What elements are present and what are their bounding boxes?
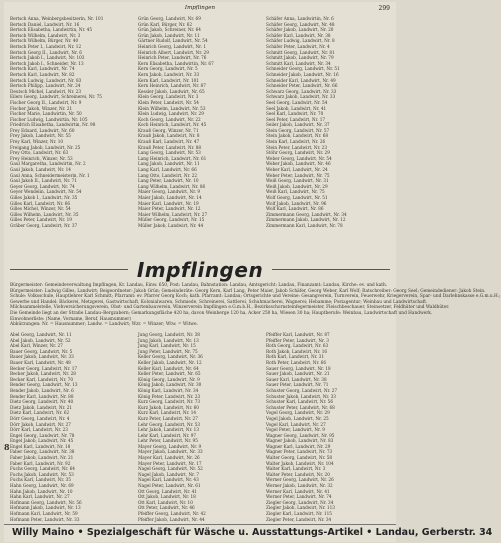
directory-entry: Zimmermann Georg, Landwirt, Nr. 34 xyxy=(266,211,347,217)
directory-entry: Roth Georg, Landwirt, Nr. 63 xyxy=(266,343,329,349)
directory-entry: Schneider Peter, Landwirt, Nr. 66 xyxy=(266,83,338,89)
directory-entry: Schuster Jakob, Landwirt, Nr. 33 xyxy=(266,393,336,399)
directory-entry: Bauer Georg, Landwirt, Nr. 5 xyxy=(10,348,73,354)
directory-entry: Bender Karl, Landwirt, Nr. 88 xyxy=(10,393,74,399)
directory-entry: Bertsch Karl, Landwirt, Nr. 74 xyxy=(10,66,75,72)
directory-entry: Hofmann Georg, Landwirt, Nr. 56 xyxy=(10,499,82,505)
directory-entry: Schuster Karl, Landwirt, Nr. 56 xyxy=(266,399,333,405)
running-header xyxy=(4,5,396,15)
directory-entry: Stein Peter, Landwirt, Nr. 23 xyxy=(266,144,327,150)
directory-entry: Grün Jakob, Schreiner, Nr. 64 xyxy=(138,27,201,33)
directory-entry: Werner Jakob, Landwirt, Nr. 32 xyxy=(266,483,333,489)
directory-entry: Maier Wilhelm, Landwirt, Nr. 27 xyxy=(138,211,208,217)
directory-entry: Schmitt Jakob, Landwirt, Nr. 79 xyxy=(266,55,334,61)
directory-entry: Schäfer Karl, Landwirt, Nr. 38 xyxy=(266,32,331,38)
directory-entry: Jung Georg, Landwirt, Nr. 38 xyxy=(138,332,200,337)
directory-entry: Deutsch Michel, Landwirt, Nr. 23 xyxy=(10,88,82,94)
directory-entry: Müller Jakob, Landwirt, Nr. 44 xyxy=(138,222,204,228)
paragraph-line: Abkürzungen: Nr. = Hausnummer; Landw. = Landwirt; Wzr. = Winzer; Wtw. = Witwe. xyxy=(10,322,198,328)
directory-entry: Frey Eduard, Landwirt, Nr. 60 xyxy=(10,127,75,133)
directory-entry: Koch Georg, Landwirt, Nr. 22 xyxy=(138,116,201,122)
directory-entry: Ziegler Georg, Landwirt, Nr. 34 xyxy=(266,499,334,505)
directory-entry: Lang Peter, Landwirt, Nr. 10 xyxy=(138,178,199,184)
directory-entry: Lehr Jakob, Landwirt, Nr. 13 xyxy=(138,427,199,433)
directory-entry: Zimmermann Jakob, Landwirt, Nr. 12 xyxy=(266,217,346,223)
directory-entry: Krauß Jakob, Landwirt, Nr. 8 xyxy=(138,133,200,139)
directory-entry: Kern Heinrich, Landwirt, Nr. 87 xyxy=(138,83,206,89)
directory-entry: Becker Karl, Landwirt, Nr. 70 xyxy=(10,376,73,382)
paragraph-line: Bürgermeister: Ludwig Gilles, Landwirt; Beigeordneter: Jakob Grün; Gemeinderäte: Georg Kern, Karl Lang, Peter Maier, Jakob Schäfer, Georg Weber, Karl Wolf; Ratschreiber: Georg Seel; Gemeindediener: Jakob Stein. xyxy=(10,288,486,294)
directory-entry: Wolf Karl, Landwirt, Nr. 86 xyxy=(266,206,324,212)
directory-entry: Kessler Jakob, Landwirt, Nr. 65 xyxy=(138,88,205,94)
directory-entry: Fischer Marie, Landwirtin, Nr. 50 xyxy=(10,111,82,117)
directory-entry: Bertsch Daniel, Landwirt, Nr. 16 xyxy=(10,21,80,27)
directory-entry: Lehr Georg, Landwirt, Nr. 53 xyxy=(138,421,201,427)
directory-entry: Walter Peter, Landwirt, Nr. 20 xyxy=(266,471,330,477)
directory-entry: Nagel Karl, Landwirt, Nr. 43 xyxy=(138,477,199,483)
directory-entry: Sauer Peter, Landwirt, Nr. 71 xyxy=(266,382,329,388)
directory-entry: König Jakob, Landwirt, Nr. 30 xyxy=(138,382,202,388)
directory-entry: Fischer Jakob, Winzer, Nr. 21 xyxy=(10,105,73,111)
directory-entry: Stein Jakob, Landwirt, Nr. 68 xyxy=(266,133,329,139)
directory-entry: Bertsch Jakob I., Landwirt, Nr. 103 xyxy=(10,55,85,61)
directory-entry: Jung Peter, Landwirt, Nr. 75 xyxy=(138,348,198,354)
directory-entry: Mayer Jakob, Landwirt, Nr. 33 xyxy=(138,449,203,455)
directory-entry: Gilles Karl, Landwirt, Nr. 66 xyxy=(10,200,71,206)
section-heading: Impflingen xyxy=(136,258,264,282)
directory-entry: Keller Georg, Landwirt, Nr. 36 xyxy=(138,354,203,360)
directory-entry: Schwarz Jakob, Landwirt, Nr. 33 xyxy=(266,94,336,100)
directory-entry: Lehr Karl, Landwirt, Nr. 97 xyxy=(138,432,197,438)
directory-entry: Müller Georg, Landwirt, Nr. 15 xyxy=(138,217,205,223)
directory-entry: Schäfer Ludwig, Landwirt, Nr. 8 xyxy=(266,38,335,44)
directory-entry: Weiß Georg, Landwirt, Nr. 31 xyxy=(266,178,329,184)
intro-paragraph xyxy=(10,283,501,329)
footer-ad xyxy=(4,524,493,542)
directory-entry: Geyer Wendelin, Landwirt, Nr. 54 xyxy=(10,189,82,195)
directory-entry: Schuster Peter, Landwirt, Nr. 68 xyxy=(266,404,335,410)
directory-entry: Grün Georg, Landwirt, Nr. 69 xyxy=(138,16,201,21)
directory-entry: Schneider Georg, Landwirt, Nr. 51 xyxy=(266,66,340,72)
directory-entry: Bertsch Ludwig, Landwirt, Nr. 83 xyxy=(10,77,82,83)
directory-entry: Hahn Jakob, Landwirt, Nr. 10 xyxy=(10,488,73,494)
directory-entry: Heinrich Peter, Landwirt, Nr. 76 xyxy=(138,55,207,61)
directory-entry: Freigang Jakob, Landwirt, Nr. 25 xyxy=(10,144,81,150)
directory-page xyxy=(4,2,501,541)
directory-entry: Weber Jakob, Landwirt, Nr. 46 xyxy=(266,161,331,167)
directory-entry: Hahn Georg, Landwirt, Nr. 69 xyxy=(10,483,74,489)
directory-entry: Heinrich Albert, Landwirt, Nr. 29 xyxy=(138,49,209,55)
directory-entry: Roth Karl, Landwirt, Nr. 31 xyxy=(266,354,325,360)
top-column-3 xyxy=(266,16,392,256)
directory-entry: Jung Karl, Landwirt, Nr. 15 xyxy=(138,343,196,349)
directory-entry: Kurz Karl, Landwirt, Nr. 14 xyxy=(138,410,197,416)
directory-entry: Klein Georg, Landwirt, Nr. 3 xyxy=(138,94,199,100)
directory-entry: Kurz Georg, Landwirt, Nr. 73 xyxy=(138,399,201,405)
directory-entry: Seel Jakob, Landwirt, Nr. 41 xyxy=(266,105,327,111)
directory-entry: Bertsch Elisabetha, Landwirtin, Nr. 45 xyxy=(10,27,92,33)
directory-entry: Keller Peter, Landwirt, Nr. 65 xyxy=(138,371,201,377)
directory-entry: Gilles Michel, Winzer, Nr. 54 xyxy=(10,206,71,212)
directory-entry: Lang Karl, Landwirt, Nr. 66 xyxy=(138,167,197,173)
directory-entry: Ott Peter, Landwirt, Nr. 46 xyxy=(138,505,195,511)
directory-entry: Seel Karl, Landwirt, Nr. 70 xyxy=(266,111,324,117)
directory-entry: Fischer Georg II., Landwirt, Nr. 9 xyxy=(10,99,82,105)
directory-entry: Bertsch Wilhelm, Landwirt, Nr. 3 xyxy=(10,32,81,38)
directory-entry: Bauer Jakob, Landwirt, Nr. 33 xyxy=(10,354,74,360)
directory-entry: Wolf Georg, Landwirt, Nr. 51 xyxy=(266,195,328,200)
directory-entry: Walter Georg, Landwirt, Nr. 58 xyxy=(266,455,333,461)
directory-entry: Gaul Anna, Schneidermeisterin, Nr. 1 xyxy=(10,172,90,178)
directory-entry: Maier Georg, Landwirt, Nr. 9 xyxy=(138,189,201,195)
directory-entry: Gräber Georg, Landwirt, Nr. 37 xyxy=(10,222,78,228)
directory-entry: Gilles Peter, Landwirt, Nr. 19 xyxy=(10,217,72,223)
page-number: 299 xyxy=(378,5,390,12)
directory-entry: Krauß Georg, Winzer, Nr. 71 xyxy=(138,127,199,133)
directory-entry: Krauß Karl, Landwirt, Nr. 47 xyxy=(138,139,200,145)
directory-entry: Lang Georg, Landwirt, Nr. 53 xyxy=(138,150,201,156)
directory-entry: Engel Jakob, Landwirt, Nr. 45 xyxy=(10,438,74,444)
directory-entry: Abel Karl, Winzer, Nr. 27 xyxy=(10,343,63,349)
directory-entry: Werner Peter, Landwirt, Nr. 74 xyxy=(266,494,332,500)
directory-entry: Faber Jakob, Landwirt, Nr. 21 xyxy=(10,455,74,461)
directory-entry: Maier Jakob, Landwirt, Nr. 14 xyxy=(138,195,202,200)
directory-entry: Sauer Georg, Landwirt, Nr. 18 xyxy=(266,365,331,371)
edge-mark: 8 xyxy=(4,442,10,452)
section-heading-block xyxy=(4,258,396,282)
directory-entry: Fischer Ludwig, Landwirtin, Nr. 105 xyxy=(10,116,88,122)
directory-entry: Dörr Georg, Landwirt, Nr. 4 xyxy=(10,415,70,421)
directory-entry: Bertsch Peter I., Landwirt, Nr. 12 xyxy=(10,43,82,49)
directory-entry: Bertsch Karl, Landwirt, Nr. 82 xyxy=(10,71,75,77)
directory-entry: Kern Karl, Landwirt, Nr. 101 xyxy=(138,77,199,83)
directory-entry: Walter Karl, Landwirt, Nr. 3 xyxy=(266,466,326,472)
directory-entry: Fuchs Georg, Landwirt, Nr. 64 xyxy=(10,466,75,472)
directory-entry: Ziegler Karl, Landwirt, Nr. 115 xyxy=(266,511,332,516)
directory-entry: Schuster Georg, Landwirt, Nr. 27 xyxy=(266,387,338,393)
directory-entry: Dietz Georg, Landwirt, Nr. 40 xyxy=(10,399,74,405)
directory-entry: Friedrich Elisabetha, Landwirtin, Nr. 98 xyxy=(10,122,96,128)
directory-entry: Werner Georg, Landwirt, Nr. 26 xyxy=(266,477,334,483)
directory-entry: Abel Jakob, Landwirt, Nr. 52 xyxy=(10,337,71,343)
directory-entry: Weber Georg, Landwirt, Nr. 54 xyxy=(266,155,332,161)
directory-entry: Schmitt Georg, Landwirt, Nr. 81 xyxy=(266,49,335,55)
directory-entry: Kern Georg, Landwirt, Nr. 5 xyxy=(138,66,198,72)
directory-entry: Vogel Peter, Landwirt, Nr. 9 xyxy=(266,427,325,433)
directory-entry: Weber Peter, Landwirt, Nr. 75 xyxy=(266,172,330,178)
directory-entry: Pfeiffer Peter, Landwirt, Nr. 3 xyxy=(266,337,329,343)
directory-entry: Dörr Jakob, Landwirt, Nr. 27 xyxy=(10,421,71,427)
directory-entry: Bertsch Georg II., Landwirt, Nr. 6 xyxy=(10,49,82,55)
directory-entry: Fuchs Karl, Landwirt, Nr. 35 xyxy=(10,477,71,483)
directory-entry: Bender Jakob, Landwirt, Nr. 6 xyxy=(10,387,74,393)
directory-entry: Heinrich Georg, Landwirt, Nr. 1 xyxy=(138,43,207,49)
directory-entry: Nagel Jakob, Landwirt, Nr. 7 xyxy=(138,471,200,477)
directory-entry: Wagner Karl, Landwirt, Nr. 29 xyxy=(266,443,331,449)
paragraph-line: Milchsammelstelle, Viehversicherungsverein, Obst- und Gartenbauverein, Winzerverein Impflingen e.G.m.b.H., Bezirksschornsteinfegermeister, Fleischbeschauer, Steinsetzer, Feldhüter und Waldhüter. xyxy=(10,305,450,311)
directory-entry: Schäfer Jakob, Landwirt, Nr. 20 xyxy=(266,27,334,33)
directory-entry: Ott Karl, Landwirt, Nr. 10 xyxy=(138,499,193,505)
directory-entry: Lehr Peter, Landwirt, Nr. 95 xyxy=(138,438,198,444)
directory-entry: Faber Georg, Landwirt, Nr. 38 xyxy=(10,449,75,455)
directory-entry: Wolf Jakob, Landwirt, Nr. 96 xyxy=(266,200,327,206)
directory-entry: Kern Elisabetha, Landwirtin, Nr. 67 xyxy=(138,60,214,66)
directory-entry: Ott Jakob, Landwirt, Nr. 18 xyxy=(138,494,196,500)
directory-entry: Kurz Jakob, Landwirt, Nr. 60 xyxy=(138,404,199,410)
directory-entry: Stöhr Georg, Landwirt, Nr. 29 xyxy=(266,150,330,156)
directory-entry: Grün Karl, Bürger, Nr. 62 xyxy=(138,21,193,27)
directory-entry: Engel Karl, Landwirt, Nr. 18 xyxy=(10,443,71,449)
directory-entry: Bertsch Anna, Weinbergsbesitzerin, Nr. 101 xyxy=(10,16,104,21)
directory-entry: Dörr Karl, Landwirt, Nr. 23 xyxy=(10,427,68,433)
directory-entry: Weber Karl, Landwirt, Nr. 24 xyxy=(266,167,328,173)
directory-entry: Frey Karl, Winzer, Nr. 10 xyxy=(10,139,64,145)
directory-entry: Ott Georg, Landwirt, Nr. 41 xyxy=(138,488,197,494)
directory-entry: Hofmann Peter, Landwirt, Nr. 33 xyxy=(10,516,80,522)
directory-entry: Roth Peter, Landwirt, Nr. 66 xyxy=(266,359,326,365)
directory-entry: Vogel Jakob, Landwirt, Nr. 25 xyxy=(266,415,329,421)
directory-entry: Keller Jakob, Landwirt, Nr. 12 xyxy=(138,359,202,365)
paragraph-line: Einwohnerliste: (Name, Vorname, Beruf, Hausnummer) xyxy=(10,316,132,322)
directory-entry: Pfeiffer Jakob, Landwirt, Nr. 44 xyxy=(138,516,205,522)
directory-entry: Gaul Jakob, Landwirt, Nr. 14 xyxy=(10,167,71,173)
directory-entry: Schäfer Georg, Landwirt, Nr. 48 xyxy=(266,21,335,27)
directory-entry: Ziegler Jakob, Landwirt, Nr. 113 xyxy=(266,505,335,511)
directory-entry: Becker Jakob, Landwirt, Nr. 28 xyxy=(10,371,76,377)
directory-entry: Kern Jakob, Landwirt, Nr. 33 xyxy=(138,71,200,77)
directory-entry: Engel Georg, Landwirt, Nr. 78 xyxy=(10,432,75,438)
directory-entry: Seel Peter, Landwirt, Nr. 17 xyxy=(266,116,326,122)
directory-entry: Lang Jakob, Landwirt, Nr. 11 xyxy=(138,161,200,167)
directory-entry: Schneider Jakob, Landwirt, Nr. 16 xyxy=(266,71,339,77)
top-column-1 xyxy=(10,16,134,256)
directory-entry: Krauß Peter, Landwirt, Nr. 88 xyxy=(138,144,202,150)
directory-entry: Pfeiffer Karl, Landwirt, Nr. 87 xyxy=(266,332,330,337)
directory-entry: Mayer Karl, Landwirt, Nr. 26 xyxy=(138,455,200,461)
directory-entry: Walter Jakob, Landwirt, Nr. 104 xyxy=(266,460,334,466)
directory-entry: Weiß Jakob, Landwirt, Nr. 29 xyxy=(266,183,328,189)
directory-entry: Bertsch Wilhelm, Bürger, Nr. 40 xyxy=(10,38,79,44)
directory-entry: Eilers Georg, Landwirt, Schreinerei, Nr. 75 xyxy=(10,94,102,100)
directory-entry: Zimmermann Karl, Landwirt, Nr. 78 xyxy=(266,222,343,228)
directory-entry: Hofmann Jakob, Landwirt, Nr. 13 xyxy=(10,505,81,511)
directory-entry: Wagner Georg, Landwirt, Nr. 95 xyxy=(266,432,335,438)
directory-entry: Keller Karl, Landwirt, Nr. 64 xyxy=(138,365,199,371)
directory-entry: Vogel Georg, Landwirt, Nr. 29 xyxy=(266,410,330,416)
directory-entry: Vogel Karl, Landwirt, Nr. 27 xyxy=(266,421,326,427)
directory-entry: König Peter, Landwirt, Nr. 23 xyxy=(138,393,201,399)
directory-entry: Klein Ludwig, Landwirt, Nr. 29 xyxy=(138,111,204,117)
directory-entry: Lang Wilhelm, Landwirt, Nr. 86 xyxy=(138,183,206,189)
directory-entry: Roth Jakob, Landwirt, Nr. 16 xyxy=(266,348,328,354)
directory-entry: Wagner Peter, Landwirt, Nr. 73 xyxy=(266,449,333,455)
directory-entry: Gilles Jakob I., Landwirt, Nr. 35 xyxy=(10,195,78,200)
directory-entry: Sauer Karl, Landwirt, Nr. 38 xyxy=(266,376,327,382)
paragraph-line: Schule: Volksschule, Hauptlehrer Karl Schmitt; Pfarramt: ev. Pfarrer Georg Koch; kath. Pfarramt: Landau; Ortsgerichte und Vereine: Gesangverein, Turnverein, Feuerwehr, Kriegerverein, Spar- und Darlehnskasse e.G.m.u.H.; xyxy=(10,294,501,300)
directory-entry: Dietz Jakob, Landwirt, Nr. 21 xyxy=(10,404,73,410)
directory-entry: Bender Georg, Landwirt, Nr. 13 xyxy=(10,382,78,388)
directory-entry: Klein Peter, Landwirt, Nr. 54 xyxy=(138,99,199,105)
directory-entry: Nagel Georg, Landwirt, Nr. 52 xyxy=(138,466,203,472)
paragraph-line: Gewerbe und Handel: Bäckerei, Metzgerei, Gastwirtschaft, Kolonialwaren, Schmiede, Schreinerei, Sattlerei, Schuhmacherei, Wagnerei; Hebamme; Postagentur; Weinbau und Landwirtschaft. xyxy=(10,299,428,305)
directory-entry: Bertsch Jakob I., Schneider, Nr. 13 xyxy=(10,60,84,66)
directory-entry: Lang Heinrich, Landwirt, Nr. 61 xyxy=(138,155,207,161)
directory-entry: Frey Heinrich, Winzer, Nr. 53 xyxy=(10,155,73,161)
paragraph-line: Bürgermeister: Gemeindeverwaltung Impflingen, Kr. Landau, Einw. 650, Post: Landau, Bahnstation: Landau, Amtsgericht: Landau, Finanzamt: Landau, Kirche: ev. und kath. xyxy=(10,283,388,288)
directory-entry: Schwarz Georg, Landwirt, Nr. 33 xyxy=(266,88,337,94)
directory-entry: König Karl, Landwirt, Nr. 34 xyxy=(138,387,199,393)
directory-entry: Bauer Karl, Landwirt, Nr. 48 xyxy=(10,359,71,365)
directory-entry: Ziegler Peter, Landwirt, Nr. 34 xyxy=(266,516,332,522)
directory-entry: König Georg, Landwirt, Nr. 9 xyxy=(138,376,200,382)
directory-entry: Wagner Jakob, Landwirt, Nr. 83 xyxy=(266,438,334,444)
directory-entry: Mayer Georg, Landwirt, Nr. 9 xyxy=(138,443,202,449)
directory-entry: Maier Peter, Landwirt, Nr. 12 xyxy=(138,206,201,212)
directory-entry: Pfeiffer Georg, Landwirt, Nr. 42 xyxy=(138,511,206,516)
directory-entry: Seel Georg, Landwirt, Nr. 54 xyxy=(266,99,328,105)
directory-entry: Weiß Karl, Landwirt, Nr. 75 xyxy=(266,189,325,195)
bottom-column-3 xyxy=(266,332,392,522)
directory-entry: Seiler Jakob, Landwirt, Nr. 37 xyxy=(266,122,330,128)
directory-entry: Kurz Peter, Landwirt, Nr. 27 xyxy=(138,415,198,421)
directory-entry: Jung Jakob, Landwirt, Nr. 13 xyxy=(138,337,199,343)
advertisement-text: Willy Maino • Spezialgeschäft für Wäsche u. Ausstattungs-Artikel • Landau, Gerberstr. 34 xyxy=(12,527,493,538)
directory-entry: Faber Karl, Landwirt, Nr. 92 xyxy=(10,460,71,466)
directory-entry: Becker Georg, Landwirt, Nr. 17 xyxy=(10,365,78,371)
directory-entry: Stein Georg, Landwirt, Nr. 57 xyxy=(266,127,330,133)
directory-entry: Nagel Peter, Landwirt, Nr. 61 xyxy=(138,483,201,489)
directory-entry: Schäfer Anna, Landwirtin, Nr. 6 xyxy=(266,16,334,21)
directory-entry: Lang Otto, Landwirt, Nr. 22 xyxy=(138,172,198,178)
directory-entry: Frey Jakob, Landwirt, Nr. 55 xyxy=(10,133,71,139)
directory-entry: Gärtner Rudolf, Landwirt, Nr. 54 xyxy=(138,38,208,44)
directory-entry: Grün Jakob, Landwirt, Nr. 11 xyxy=(138,32,200,38)
directory-entry: Schneider Karl, Landwirt, Nr. 49 xyxy=(266,77,336,83)
directory-entry: Koch Heinrich, Landwirt, Nr. 45 xyxy=(138,122,207,128)
directory-entry: Mayer Peter, Landwirt, Nr. 17 xyxy=(138,460,202,466)
directory-entry: Gilles Wilhelm, Landwirt, Nr. 35 xyxy=(10,211,79,217)
directory-entry: Klein Wilhelm, Landwirt, Nr. 53 xyxy=(138,105,206,111)
directory-entry: Gaul Margaretha, Landwirtin, Nr. 2 xyxy=(10,161,86,167)
directory-entry: Geyer Georg, Landwirt, Nr. 74 xyxy=(10,183,75,189)
directory-entry: Stein Karl, Landwirt, Nr. 26 xyxy=(266,139,326,145)
top-column-2 xyxy=(138,16,262,256)
bottom-column-1 xyxy=(10,332,134,522)
directory-entry: Maier Karl, Landwirt, Nr. 19 xyxy=(138,200,199,206)
directory-entry: Fuchs Jakob, Landwirt, Nr. 53 xyxy=(10,471,74,477)
paragraph-line: Die Gemeinde liegt an der Straße Landau–Bergzabern; Gemarkungsfläche 420 ha, davon Weinberge 120 ha, Acker 250 ha, Wiesen 30 ha; Hauptberufe: Weinbau, Landwirtschaft und Handwerk. xyxy=(10,310,433,316)
directory-entry: Hahn Karl, Landwirt, Nr. 27 xyxy=(10,494,70,500)
directory-entry: Bertsch Philipp, Landwirt, Nr. 24 xyxy=(10,83,81,89)
directory-entry: Schäfer Peter, Landwirt, Nr. 4 xyxy=(266,43,330,49)
directory-entry: Gaul Jakob II., Landwirt, Nr. 71 xyxy=(10,178,77,184)
directory-entry: Abel Georg, Landwirt, Nr. 11 xyxy=(10,332,72,337)
bottom-column-2 xyxy=(138,332,262,522)
directory-entry: Schmitt Karl, Landwirt, Nr. 34 xyxy=(266,60,331,66)
header-title: Impflingen xyxy=(184,5,216,11)
directory-entry: Werner Karl, Landwirt, Nr. 41 xyxy=(266,488,330,494)
directory-entry: Frey Otto, Landwirt, Nr. 63 xyxy=(10,150,69,156)
directory-entry: Hofmann Karl, Landwirt, Nr. 59 xyxy=(10,511,78,516)
directory-entry: Dietz Karl, Landwirt, Nr. 62 xyxy=(10,410,70,416)
directory-entry: Sauer Jakob, Landwirt, Nr. 21 xyxy=(266,371,330,377)
